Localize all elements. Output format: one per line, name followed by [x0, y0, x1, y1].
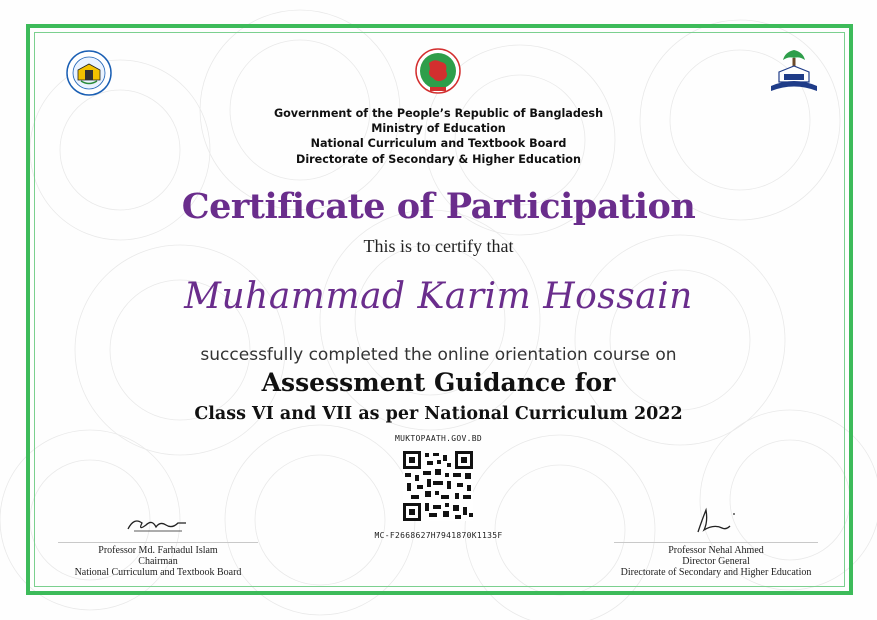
course-title-line1: Assessment Guidance for [261, 368, 616, 397]
recipient-name: Muhammad Karim Hossain [184, 276, 693, 317]
directorate-name: Directorate of Secondary & Higher Education [296, 152, 581, 166]
signatory-left-title: Chairman [138, 556, 178, 567]
government-emblem-logo [415, 47, 461, 95]
signatory-right-title: Director General [682, 556, 750, 567]
verification-qr-code [403, 451, 473, 521]
signatory-right [596, 545, 836, 578]
signatory-right-organization: Directorate of Secondary and Higher Education [620, 567, 812, 578]
completion-text: successfully completed the online orientation course on [200, 345, 677, 365]
signature-line-right [614, 542, 818, 543]
website-text: MUKTOPAATH.GOV.BD [395, 434, 482, 443]
ministry-name: Ministry of Education [371, 122, 506, 136]
signature-chairman [124, 511, 190, 535]
signatory-left-name: Professor Md. Farhadul Islam [98, 545, 218, 556]
signatory-right-name: Professor Nehal Ahmed [668, 545, 764, 556]
government-name: Government of the People’s Republic of Bangladesh [273, 107, 604, 120]
board-name: National Curriculum and Textbook Board [310, 137, 567, 151]
signature-director-general [692, 506, 740, 536]
certify-text: This is to certify that [363, 236, 514, 256]
nctb-logo [66, 50, 112, 96]
certificate-title: Certificate of Participation [181, 186, 696, 227]
course-title-line2: Class VI and VII as per National Curriculum 2022 [194, 404, 683, 424]
dshe-logo [767, 46, 821, 94]
issuing-authority-block [0, 106, 877, 167]
certificate-id: MC-F2668627H7941870K1135F [374, 531, 503, 540]
signature-line-left [58, 542, 258, 543]
signatory-left-organization: National Curriculum and Textbook Board [74, 567, 242, 578]
signatory-left [50, 545, 266, 578]
